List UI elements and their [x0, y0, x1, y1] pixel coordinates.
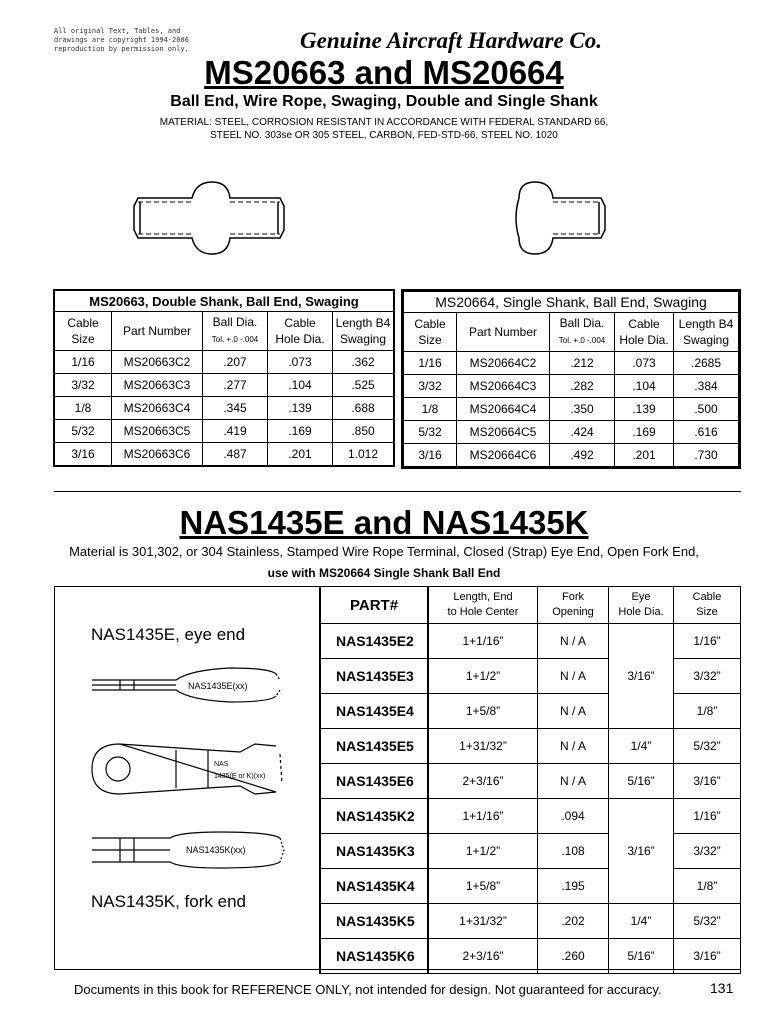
- copyright-notice: [54, 27, 189, 54]
- table-row: NAS1435K6 2+3/16” .260 5/16” 3/16”: [320, 939, 741, 974]
- material-line: MATERIAL: STEEL, CORROSION RESISTANT IN ACCORDANCE WITH FEDERAL STANDARD 66,: [159, 117, 609, 128]
- eye-end-label: NAS1435E, eye end: [91, 625, 246, 644]
- table-caption: MS20664, Single Shank, Ball End, Swaging: [403, 291, 740, 313]
- copyright-line: All original Text, Tables, and: [54, 27, 181, 35]
- single-shank-ball-drawing: [505, 178, 615, 258]
- header-part-number: Part Number: [112, 312, 203, 351]
- material-note: [0, 116, 768, 142]
- table-row: NAS1435K2 1+1/16” .094 3/16” 1/16”: [320, 799, 741, 834]
- eye-end-side-drawing: [90, 662, 290, 712]
- table-row: 1/8 MS20663C4 .345 .139 .688: [54, 397, 394, 420]
- header-eye: Eye Hole Dia.: [609, 587, 674, 624]
- table-row: 1/16 MS20664C2 .212 .073 .2685: [403, 352, 740, 375]
- table-row: 1/16 MS20663C2 .207 .073 .362: [54, 351, 394, 374]
- header-length: Length B4 Swaging: [333, 312, 395, 351]
- fork-end-drawing: [90, 830, 290, 870]
- eye-end-top-drawing: [90, 740, 290, 798]
- footer-disclaimer: Documents in this book for REFERENCE ONLY, not intended for design. Not guaranteed for accuracy.: [74, 982, 662, 997]
- header-length: Length, End to Hole Center: [428, 587, 538, 624]
- table-row: NAS1435E3 1+1/2” N / A 3/32”: [320, 659, 741, 694]
- table-row: NAS1435E4 1+5/8” N / A 1/8”: [320, 694, 741, 729]
- table-row: NAS1435K4 1+5/8” .195 1/8”: [320, 869, 741, 904]
- header-cable-hole: Cable Hole Dia.: [268, 312, 333, 351]
- table-row: NAS1435E6 2+3/16” N / A 5/16” 3/16”: [320, 764, 741, 799]
- header-cable-size: Cable Size: [403, 313, 457, 352]
- table-row: NAS1435K5 1+31/32” .202 1/4” 5/32”: [320, 904, 741, 939]
- page-subtitle: Ball End, Wire Rope, Swaging, Double and Single Shank: [170, 93, 598, 110]
- table-row: NAS1435E2 1+1/16” N / A 3/16” 1/16”: [320, 624, 741, 659]
- table-row: 3/32 MS20663C3 .277 .104 .525: [54, 374, 394, 397]
- table-row: NAS1435E5 1+31/32” N / A 1/4” 5/32”: [320, 729, 741, 764]
- material-line: STEEL NO. 303se OR 305 STEEL, CARBON, FED-STD-66, STEEL NO. 1020: [210, 130, 558, 141]
- header-part: PART#: [320, 587, 428, 624]
- header-fork: Fork Opening: [538, 587, 609, 624]
- nas-material: Material is 301,302, or 304 Stainless, Stamped Wire Rope Terminal, Closed (Strap) Eye End, Open Fork End,: [69, 544, 699, 559]
- nas-table: [319, 586, 741, 974]
- table-row: 3/16 MS20663C6 .487 .201 1.012: [54, 443, 394, 467]
- table-row: 5/32 MS20664C5 .424 .169 .616: [403, 421, 740, 444]
- double-shank-ball-drawing: [130, 178, 290, 258]
- header-cable: Cable Size: [674, 587, 741, 624]
- fork-end-label: NAS1435K, fork end: [91, 892, 246, 911]
- header-ball-dia: Ball Dia. Tol. +.0 -.004: [550, 313, 615, 352]
- page-title: MS20663 and MS20664: [204, 54, 564, 91]
- page-number: 131: [710, 980, 734, 996]
- nas-use-with: use with MS20664 Single Shank Ball End: [267, 566, 501, 580]
- header-cable-size: Cable Size: [54, 312, 112, 351]
- ms20664-table: [401, 289, 741, 469]
- copyright-line: drawings are copyright 1994-2006: [54, 36, 189, 44]
- nas-drawing-label: NAS: [214, 761, 229, 768]
- nas-code-drawing-label: 1435(E or K)(xx): [214, 773, 266, 780]
- table-row: 3/16 MS20664C6 .492 .201 .730: [403, 444, 740, 468]
- nas-title: NAS1435E and NAS1435K: [179, 504, 589, 541]
- eye-top-drawing-label: NAS1435E(xx): [188, 681, 248, 691]
- fork-drawing-label: NAS1435K(xx): [186, 845, 246, 855]
- table-row: 3/32 MS20664C3 .282 .104 .384: [403, 375, 740, 398]
- table-row: 5/32 MS20663C5 .419 .169 .850: [54, 420, 394, 443]
- table-row: 1/8 MS20664C4 .350 .139 .500: [403, 398, 740, 421]
- company-name: Genuine Aircraft Hardware Co.: [300, 28, 603, 53]
- header-length: Length B4 Swaging: [674, 313, 740, 352]
- header-part-number: Part Number: [457, 313, 550, 352]
- table-caption: MS20663, Double Shank, Ball End, Swaging: [54, 290, 394, 312]
- section-divider: [54, 491, 741, 492]
- table-row: NAS1435K3 1+1/2” .108 3/32”: [320, 834, 741, 869]
- header-ball-dia: Ball Dia. Tol. +.0 -.004: [203, 312, 268, 351]
- header-cable-hole: Cable Hole Dia.: [615, 313, 674, 352]
- ms20663-table: [53, 289, 395, 467]
- copyright-line: reproduction by permission only.: [54, 45, 189, 53]
